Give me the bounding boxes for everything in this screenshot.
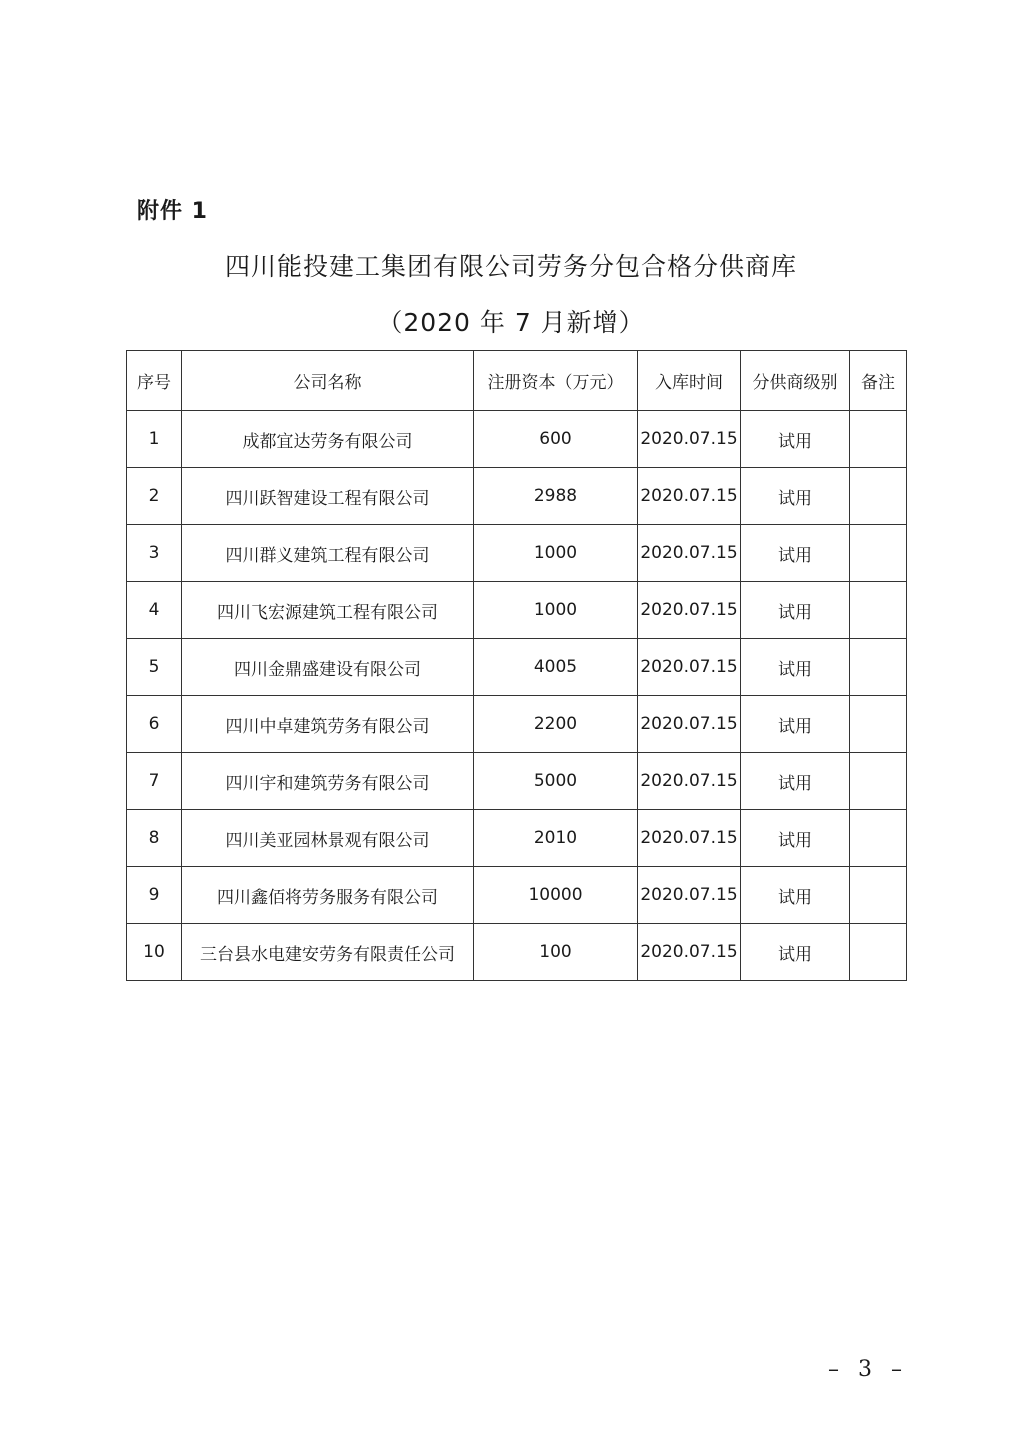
cell-remarks [850, 696, 907, 753]
cell-company-name: 四川鑫佰将劳务服务有限公司 [182, 867, 474, 924]
cell-supplier-level: 试用 [741, 867, 850, 924]
cell-supplier-level: 试用 [741, 468, 850, 525]
cell-index: 3 [127, 525, 182, 582]
cell-company-name: 四川飞宏源建筑工程有限公司 [182, 582, 474, 639]
table-row [127, 810, 907, 867]
cell-index: 10 [127, 924, 182, 981]
header-remarks: 备注 [850, 351, 907, 411]
cell-index: 2 [127, 468, 182, 525]
cell-entry-date: 2020.07.15 [638, 582, 741, 639]
cell-entry-date: 2020.07.15 [638, 525, 741, 582]
cell-supplier-level: 试用 [741, 753, 850, 810]
cell-supplier-level: 试用 [741, 810, 850, 867]
cell-registered-capital: 4005 [474, 639, 638, 696]
cell-supplier-level: 试用 [741, 411, 850, 468]
cell-remarks [850, 924, 907, 981]
header-index: 序号 [127, 351, 182, 411]
cell-company-name: 四川跃智建设工程有限公司 [182, 468, 474, 525]
cell-entry-date: 2020.07.15 [638, 696, 741, 753]
table-row [127, 411, 907, 468]
cell-registered-capital: 2988 [474, 468, 638, 525]
cell-company-name: 四川群义建筑工程有限公司 [182, 525, 474, 582]
cell-index: 5 [127, 639, 182, 696]
cell-index: 8 [127, 810, 182, 867]
table-row [127, 924, 907, 981]
cell-company-name: 四川美亚园林景观有限公司 [182, 810, 474, 867]
cell-remarks [850, 753, 907, 810]
cell-remarks [850, 525, 907, 582]
cell-index: 6 [127, 696, 182, 753]
attachment-label: 附件 1 [137, 199, 208, 224]
table-row [127, 468, 907, 525]
cell-company-name: 四川中卓建筑劳务有限公司 [182, 696, 474, 753]
cell-company-name: 四川宇和建筑劳务有限公司 [182, 753, 474, 810]
cell-supplier-level: 试用 [741, 696, 850, 753]
table-row [127, 525, 907, 582]
cell-entry-date: 2020.07.15 [638, 411, 741, 468]
page-number: – 3 – [828, 1357, 908, 1382]
table-row [127, 639, 907, 696]
supplier-table [126, 350, 907, 981]
table-row [127, 753, 907, 810]
table-row [127, 696, 907, 753]
cell-remarks [850, 867, 907, 924]
cell-remarks [850, 411, 907, 468]
cell-index: 9 [127, 867, 182, 924]
cell-company-name: 成都宜达劳务有限公司 [182, 411, 474, 468]
document-title: 四川能投建工集团有限公司劳务分包合格分供商库 [224, 252, 797, 281]
table-row [127, 582, 907, 639]
cell-supplier-level: 试用 [741, 639, 850, 696]
cell-entry-date: 2020.07.15 [638, 867, 741, 924]
cell-index: 1 [127, 411, 182, 468]
cell-supplier-level: 试用 [741, 924, 850, 981]
document-subtitle: （2020 年 7 月新增） [377, 308, 645, 337]
cell-registered-capital: 600 [474, 411, 638, 468]
header-supplier-level: 分供商级别 [741, 351, 850, 411]
cell-supplier-level: 试用 [741, 582, 850, 639]
cell-registered-capital: 1000 [474, 525, 638, 582]
cell-registered-capital: 2010 [474, 810, 638, 867]
cell-remarks [850, 639, 907, 696]
cell-remarks [850, 468, 907, 525]
cell-entry-date: 2020.07.15 [638, 810, 741, 867]
header-entry-date: 入库时间 [638, 351, 741, 411]
cell-index: 7 [127, 753, 182, 810]
cell-entry-date: 2020.07.15 [638, 753, 741, 810]
cell-index: 4 [127, 582, 182, 639]
cell-entry-date: 2020.07.15 [638, 468, 741, 525]
cell-entry-date: 2020.07.15 [638, 924, 741, 981]
cell-registered-capital: 5000 [474, 753, 638, 810]
cell-entry-date: 2020.07.15 [638, 639, 741, 696]
cell-company-name: 四川金鼎盛建设有限公司 [182, 639, 474, 696]
cell-company-name: 三台县水电建安劳务有限责任公司 [182, 924, 474, 981]
header-company-name: 公司名称 [182, 351, 474, 411]
table-header-row [127, 351, 907, 411]
cell-registered-capital: 10000 [474, 867, 638, 924]
cell-remarks [850, 810, 907, 867]
cell-registered-capital: 2200 [474, 696, 638, 753]
cell-registered-capital: 1000 [474, 582, 638, 639]
header-registered-capital: 注册资本（万元） [474, 351, 638, 411]
table-row [127, 867, 907, 924]
cell-registered-capital: 100 [474, 924, 638, 981]
cell-remarks [850, 582, 907, 639]
cell-supplier-level: 试用 [741, 525, 850, 582]
